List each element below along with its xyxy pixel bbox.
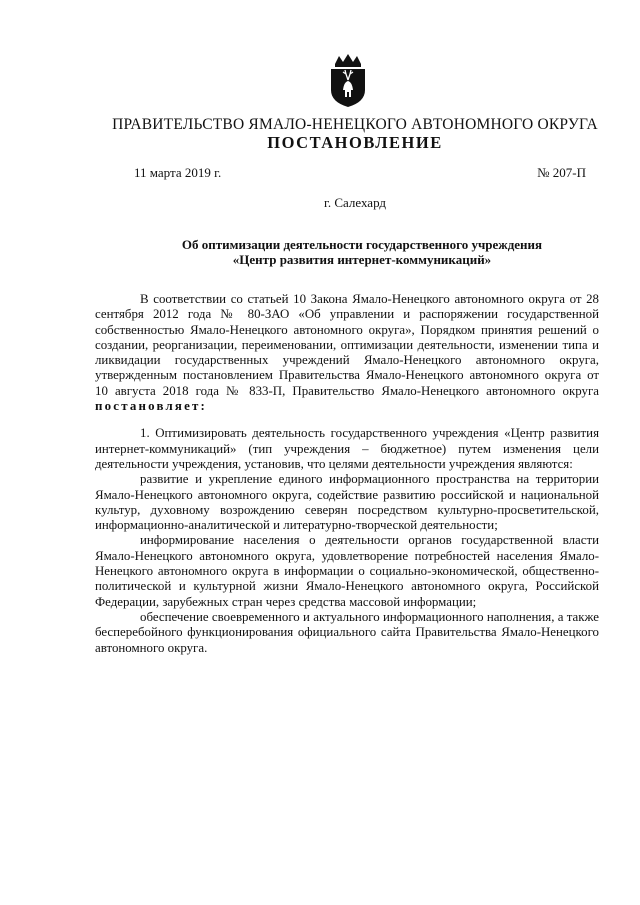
coat-of-arms-icon [326, 52, 370, 108]
item-1-paragraph: 1. Оптимизировать деятельность государственного учреждения «Центр развития интернет-коммуникаций» (тип учреждения – бюджетное) путем изменения цели деятельности учреждения, установив, что целями деятельности учреждения являются: [95, 426, 599, 471]
decree-title-line-2: «Центр развития интернет-коммуникаций» [232, 252, 492, 267]
goal-3-paragraph: обеспечение своевременного и актуального информационного наполнения, а также бесперебойного функционирования официального сайта Правительства Ямало-Ненецкого автономного округа. [95, 609, 599, 655]
goal-1-paragraph: развитие и укрепление единого информационного пространства на территории Ямало-Ненецкого автономного округа, содействие развитию российской и национальной культур, духовному возрождению северян посредством культурно-просветительской, информационно-аналитической и литературно-творческой деятельности; [95, 472, 599, 533]
resolves-word: постановляет: [95, 399, 208, 414]
decree-title-line-1: Об оптимизации деятельности государственного учреждения [181, 237, 543, 252]
decree-number: № 207-П [537, 165, 586, 180]
goal-2-paragraph: информирование населения о деятельности органов государственной власти Ямало-Ненецкого автономного округа, удовлетворение потребностей населения Ямало-Ненецкого автономного округа в информации о социально-экономической, общественно-политической и культурной жизни Ямало-Ненецкого автономного округа, Российской Федерации, зарубежных стран через средства массовой информации; [95, 533, 599, 609]
preamble-text: В соответствии со статьей 10 Закона Ямало-Ненецкого автономного округа от 28 сентября 2012 года № 80-ЗАО «Об управлении и распоряжении государственной собственностью Ямало-Ненецкого автономного округа», Порядком принятия решений о создании, реорганизации, переименовании, оптимизации деятельности, изменении типа и ликвидации государственных учреждений Ямало-Ненецкого автономного округа, утвержденным постановлением Правительства Ямало-Ненецкого автономного округа от 10 августа 2018 года № 833-П, Правительство Ямало-Ненецкого автономного округа [95, 292, 599, 398]
government-name: ПРАВИТЕЛЬСТВО ЯМАЛО-НЕНЕЦКОГО АВТОНОМНОГО ОКРУГА [112, 116, 598, 133]
decree-date: 11 марта 2019 г. [134, 165, 222, 180]
preamble-paragraph [95, 292, 599, 414]
decree-body [95, 292, 599, 656]
decree-city: г. Салехард [323, 195, 387, 210]
decree-title [110, 237, 614, 267]
document-type: ПОСТАНОВЛЕНИЕ [267, 133, 443, 152]
